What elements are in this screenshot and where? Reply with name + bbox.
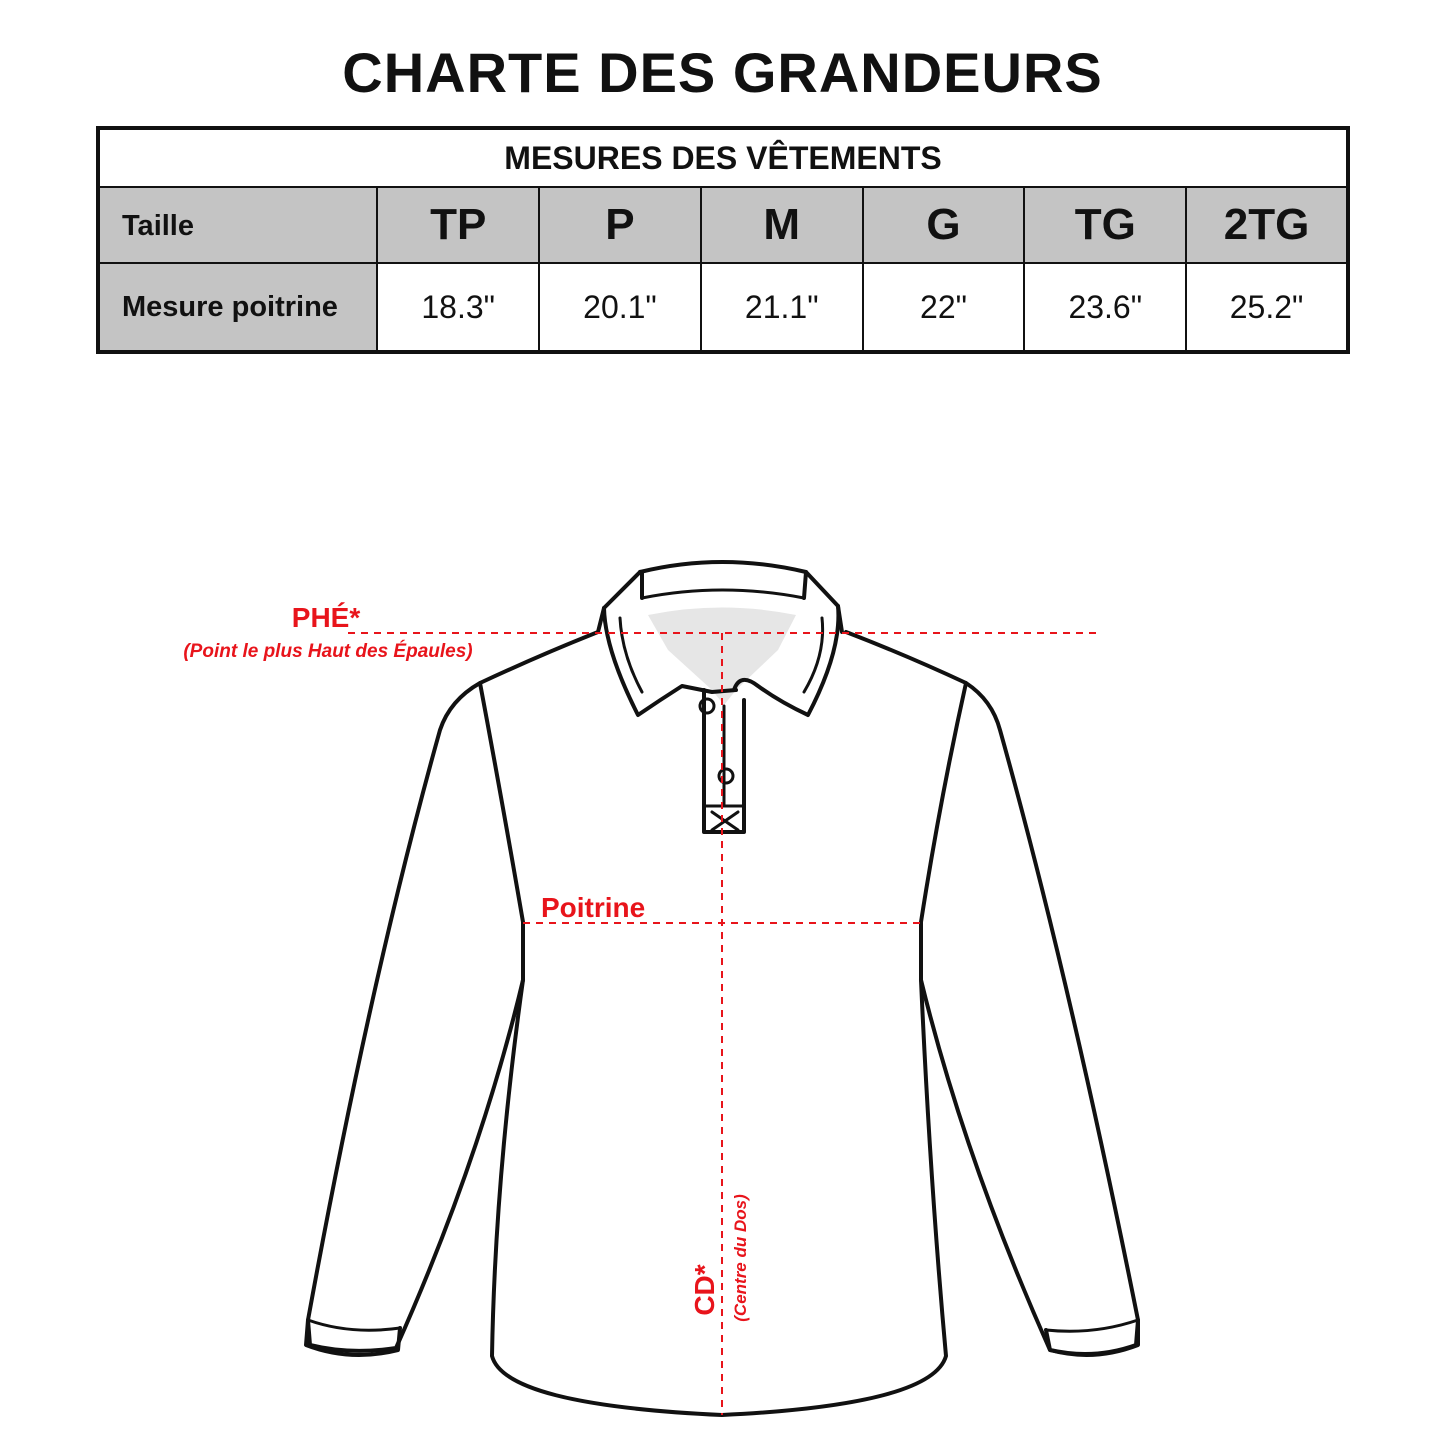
table-header: MESURES DES VÊTEMENTS	[98, 128, 1348, 187]
chest-value-tp: 18.3"	[377, 263, 539, 352]
chest-value-2tg: 25.2"	[1186, 263, 1348, 352]
size-m: M	[701, 187, 863, 263]
right-sleeve	[921, 683, 1138, 1354]
size-p: P	[539, 187, 701, 263]
size-g: G	[863, 187, 1025, 263]
right-cuff	[1046, 1320, 1138, 1331]
size-tg: TG	[1024, 187, 1186, 263]
chest-value-g: 22"	[863, 263, 1025, 352]
size-2tg: 2TG	[1186, 187, 1348, 263]
chest-value-m: 21.1"	[701, 263, 863, 352]
cd-description: (Centre du Dos)	[731, 1194, 750, 1322]
phe-description: (Point le plus Haut des Épaules)	[183, 641, 473, 662]
phe-label: PHÉ*	[291, 602, 361, 633]
size-tp: TP	[377, 187, 539, 263]
left-sleeve	[308, 683, 523, 1351]
left-cuff	[308, 1320, 400, 1330]
size-row-label: Taille	[98, 187, 377, 263]
chest-row-label: Mesure poitrine	[98, 263, 377, 352]
chest-label: Poitrine	[541, 892, 646, 923]
collar-right-flap-inner	[804, 618, 823, 692]
placket-x	[712, 812, 738, 830]
collar-inner-right	[804, 572, 806, 598]
chest-value-p: 20.1"	[539, 263, 701, 352]
page-title: CHARTE DES GRANDEURS	[342, 41, 1103, 104]
cd-label: CD*	[689, 1264, 720, 1316]
collar-inner-line	[642, 590, 804, 598]
chest-value-tg: 23.6"	[1024, 263, 1186, 352]
